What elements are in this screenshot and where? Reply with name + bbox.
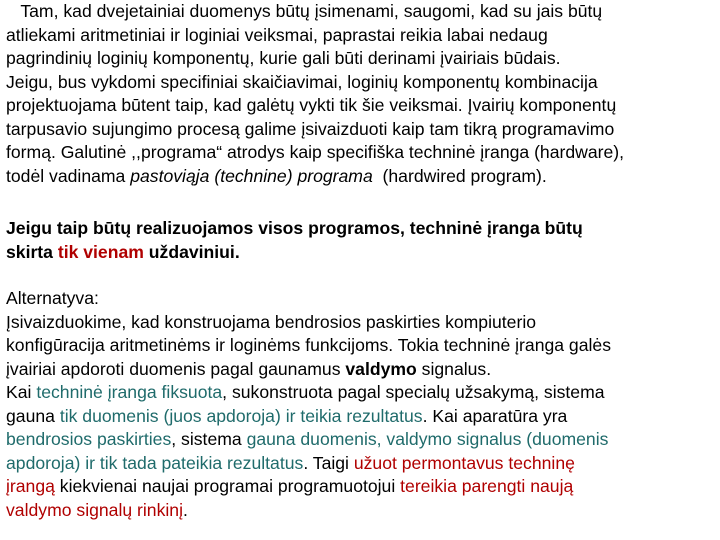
text-line: Įsivaizduokime, kad konstruojama bendrosios paskirties kompiuterio (6, 311, 537, 332)
bold-term: valdymo (345, 358, 417, 379)
highlight-red: tereikia parengti naują (400, 476, 574, 496)
text-segment: . Taigi (303, 452, 354, 473)
paragraph-bold-statement (6, 217, 716, 264)
highlight-teal: gauna duomenis, valdymo signalus (duomenis (246, 429, 609, 449)
text-segment: , sukonstruota pagal specialų užsakymą, sistema (222, 382, 605, 402)
text-segment: uždaviniui. (143, 241, 240, 262)
text-line (6, 405, 716, 429)
text-segment: įvairiai apdoroti duomenis pagal gaunamus (6, 358, 346, 379)
text-segment: . Kai aparatūra yra (422, 405, 568, 426)
text-segment: todėl vadinama (6, 165, 131, 186)
text-segment: kiekvienai naujai programai programuotojui (54, 476, 401, 496)
text-line: Alternatyva: (6, 288, 99, 308)
text-line (6, 165, 716, 189)
text-line: tarpusavio sujungimo procesą galime įsivaizduoti kaip tam tikrą programavimo (6, 118, 615, 139)
text-line (6, 452, 716, 476)
text-segment: Kai (6, 382, 37, 402)
text-line (6, 475, 716, 499)
text-line: pagrindinių loginių komponentų, kurie gali būti derinami įvairiais būdais. (6, 48, 561, 68)
text-line: Tam, kad dvejetainiai duomenys būtų įsimenami, saugomi, kad su jais būtų (6, 1, 603, 21)
text-line: formą. Galutinė ,,programa“ atrodys kaip specifiška techninė įranga (hardware), (6, 142, 625, 162)
text-line: projektuojama būtent taip, kad galėtų vykti tik šie veiksmai. Įvairių komponentų (6, 95, 617, 115)
highlight-red: valdymo signalų rinkinį (6, 499, 183, 520)
highlight-red: užuot permontavus techninę (353, 452, 575, 473)
paragraph-alternative (6, 287, 716, 522)
text-segment: signalus. (416, 358, 492, 379)
text-segment: . (183, 499, 188, 520)
text-line: Jeigu taip būtų realizuojamos visos programos, techninė įranga būtų (6, 218, 583, 238)
highlight-teal: bendrosios paskirties (6, 429, 172, 449)
highlight-red: įrangą (6, 476, 55, 496)
text-segment: gauna (6, 405, 60, 426)
highlight-teal: tik duomenis (juos apdoroja) ir teikia rezultatus (59, 405, 423, 426)
text-line: atliekami aritmetiniai ir loginiai veiksmai, paprastai reikia labai nedaug (6, 24, 548, 45)
highlight-teal: apdoroja) ir tik tada pateikia rezultatus (6, 452, 304, 473)
paragraph-intro (6, 0, 716, 188)
text-segment: (hardwired program). (372, 165, 547, 186)
text-line: Jeigu, bus vykdomi specifiniai skaičiavimai, loginių komponentų kombinacija (6, 71, 598, 92)
text-line (6, 358, 716, 382)
text-line (6, 381, 716, 405)
italic-term: pastoviąja (technine) programa (130, 165, 373, 186)
text-line (6, 241, 716, 265)
text-line (6, 499, 716, 523)
text-segment: skirta (6, 241, 58, 262)
highlight-teal: techninė įranga fiksuota (36, 382, 223, 402)
highlight-red: tik vienam (57, 241, 144, 262)
text-line (6, 428, 716, 452)
text-line: konfigūracija aritmetinėms ir loginėms funkcijoms. Tokia techninė įranga galės (6, 335, 611, 355)
text-segment: , sistema (171, 429, 247, 449)
